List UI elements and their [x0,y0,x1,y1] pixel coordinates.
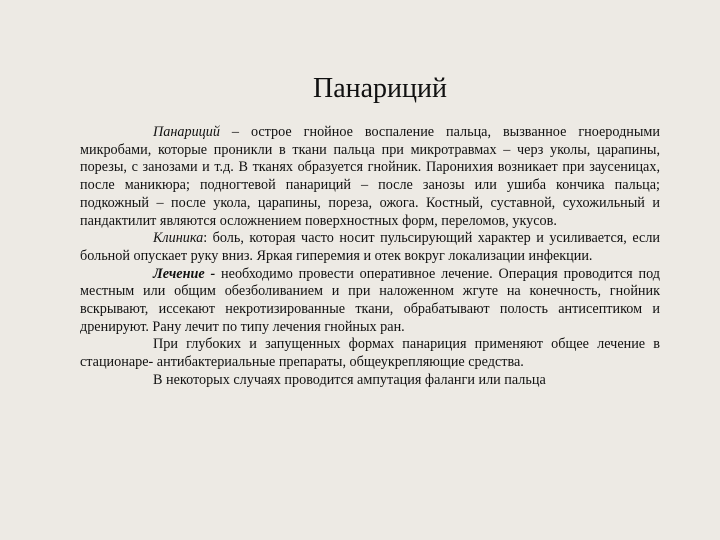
slide-title: Панариций [313,73,447,104]
clinic-text: : боль, которая часто носит пульсирующий характер и усиливается, если больной опускает руку вниз. Яркая гиперемия и отек вокруг локализации инфекции. [80,230,660,264]
paragraph-treatment [80,266,660,337]
paragraph-clinic [80,230,660,265]
term-treatment: Лечение - [153,265,216,282]
term-clinic: Клиника [153,230,204,247]
definition-text: – острое гнойное воспаление пальца, вызванное гноеродными микробами, которые проникли в ткани пальца при микротравмах – черз уколы, царапины, порезы, с занозами и т.д. В тканях образуется гнойник. Паронихия возникает при заусеницах, после маникюра; подногтевой панариций – после занозы или ушиба кончика пальца; подкожный – после укола, царапины, пореза, ожога. Костный, суставной, сухожильный и пандактилит являются осложнением поверхностных форм, переломов, укусов. [80,124,660,229]
term-panaritium: Панариций [153,124,220,140]
paragraph-advanced-forms: При глубоких и запущенных формах панариция применяют общее лечение в стационаре- антибактериальные препараты, общеукрепляющие средства. [80,336,660,371]
treatment-text: необходимо провести оперативное лечение. Операция проводится под местным или общим обезболиванием и при наложенном жгуте на конечность, гнойник вскрывают, иссекают некротизированные ткани, обрабатывают полость антисептиком и дренируют. Рану лечит по типу лечения гнойных ран. [80,265,660,335]
slide-body [80,124,660,390]
paragraph-definition [80,124,660,230]
paragraph-amputation: В некоторых случаях проводится ампутация фаланги или пальца [153,371,546,388]
